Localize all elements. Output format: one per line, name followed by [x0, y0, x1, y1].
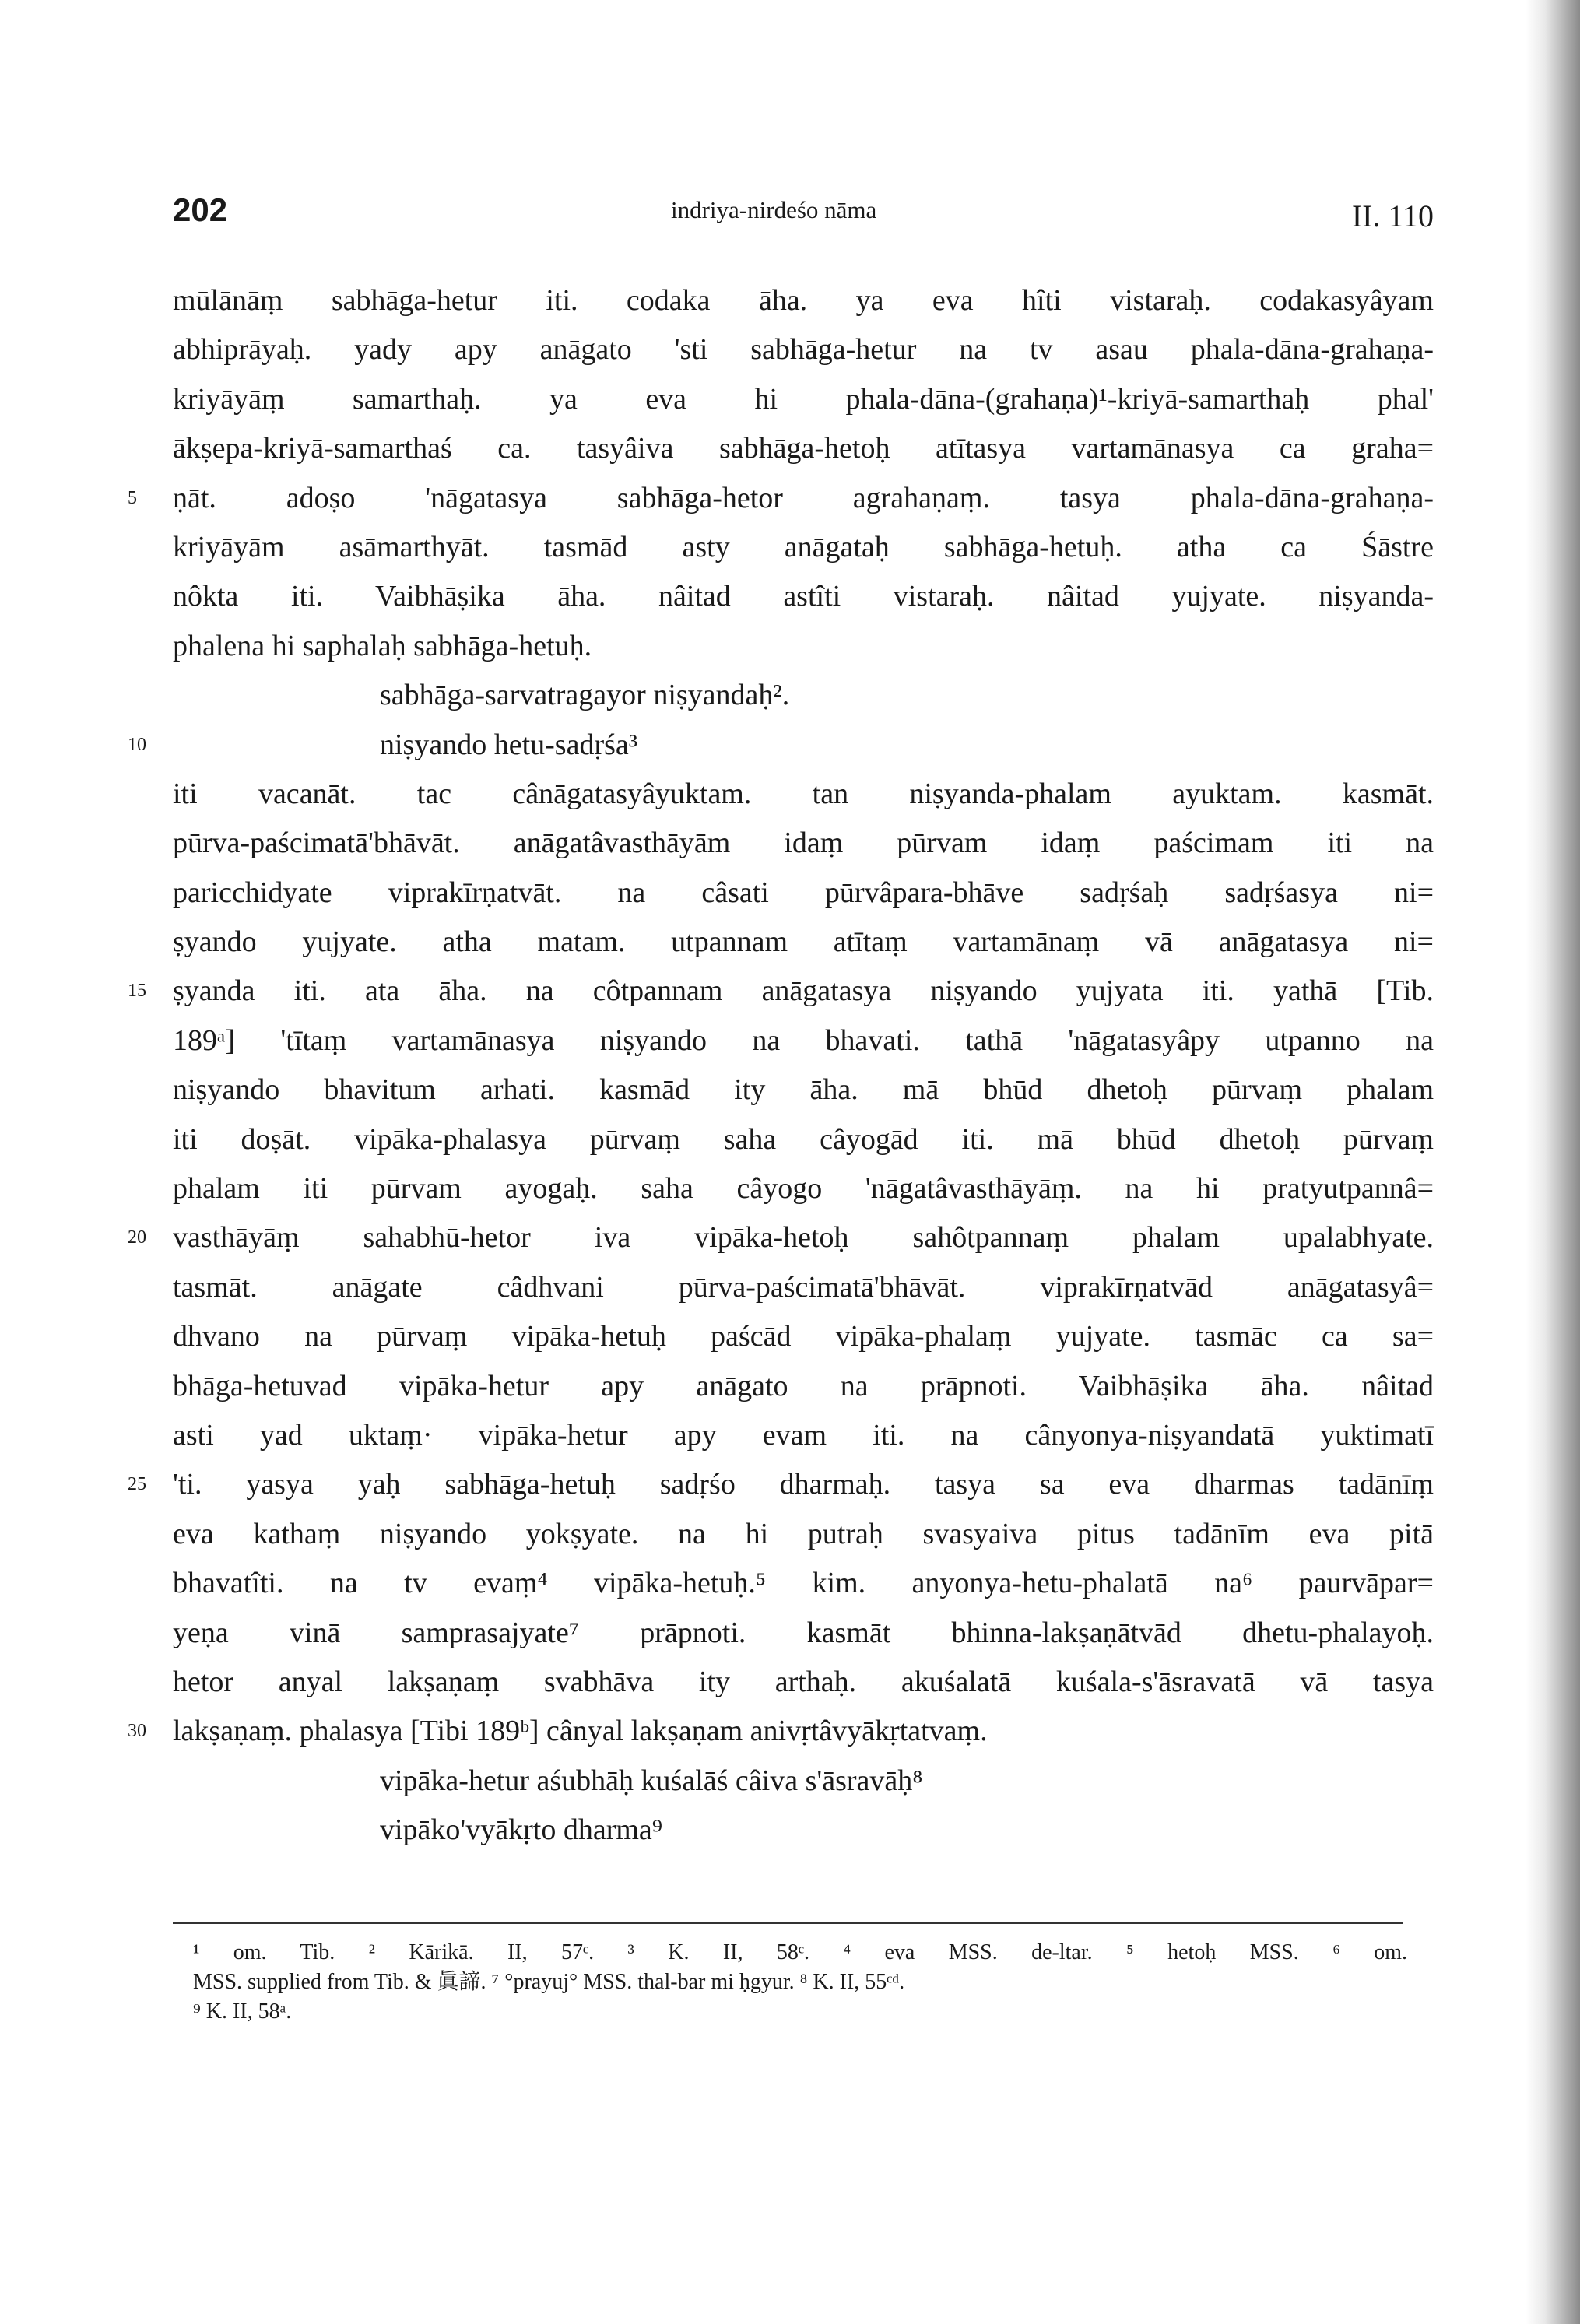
text-line — [173, 1658, 1434, 1707]
text-line — [173, 819, 1434, 868]
line-text: bhavatîti. na tv evaṃ⁴ vipāka-hetuḥ.⁵ kim. anyonya-hetu-phalatā na⁶ paurvāpar= — [173, 1567, 1434, 1600]
line-text: ākṣepa-kriyā-samarthaś ca. tasyâiva sabhāga-hetoḥ atītasya vartamānasya ca graha= — [173, 432, 1434, 465]
page-header — [173, 191, 1434, 238]
line-text: yeṇa vinā samprasajyate⁷ prāpnoti. kasmāt bhinna-lakṣaṇātvād dhetu-phalayoḥ. — [173, 1616, 1434, 1649]
line-text: ṇāt. adoṣo 'nāgatasya sabhāga-hetor agrahaṇaṃ. tasya phala-dāna-grahaṇa- — [173, 481, 1434, 514]
text-line — [173, 622, 1434, 671]
footnote-line — [193, 1997, 1407, 2027]
text-line — [128, 1707, 1434, 1756]
running-title: indriya-nirdeśo nāma — [671, 196, 877, 223]
text-line — [173, 869, 1434, 918]
text-line — [173, 1065, 1434, 1115]
text-line — [173, 375, 1434, 424]
line-text: vipāko'vyākṛto dharma⁹ — [380, 1813, 663, 1847]
text-line — [173, 1510, 1434, 1559]
line-text: iti doṣāt. vipāka-phalasya pūrvaṃ saha câyogād iti. mā bhūd dhetoḥ pūrvaṃ — [173, 1122, 1434, 1156]
line-text: sabhāga-sarvatragayor niṣyandaḥ². — [380, 679, 790, 712]
line-text: paricchidyate viprakīrṇatvāt. na câsati pūrvâpara-bhāve sadṛśaḥ sadṛśasya ni= — [173, 876, 1434, 909]
text-line — [173, 424, 1434, 473]
text-line — [173, 1164, 1434, 1213]
line-text: niṣyando hetu-sadṛśa³ — [380, 728, 638, 761]
line-text: hetor anyal lakṣaṇaṃ svabhāva ity arthaḥ. akuśalatā kuśala-s'āsravatā vā tasya — [173, 1665, 1434, 1698]
line-text: abhiprāyaḥ. yady apy anāgato 'sti sabhāga-hetur na tv asau phala-dāna-grahaṇa- — [173, 333, 1434, 367]
line-text: vasthāyāṃ sahabhū-hetor iva vipāka-hetoḥ sahôtpannaṃ phalam upalabhyate. — [173, 1221, 1434, 1255]
line-text: 'ti. yasya yaḥ sabhāga-hetuḥ sadṛśo dharmaḥ. tasya sa eva dharmas tadānīṃ — [173, 1468, 1434, 1501]
line-text: phalena hi saphalaḥ sabhāga-hetuḥ. — [173, 629, 592, 662]
text-line — [173, 1362, 1434, 1411]
line-number: 15 — [128, 981, 146, 1002]
verse-line — [128, 721, 1434, 770]
line-text: ṣyando yujyate. atha matam. utpannam atītaṃ vartamānaṃ vā anāgatasya ni= — [173, 925, 1434, 959]
line-text: eva kathaṃ niṣyando yokṣyate. na hi putraḥ svasyaiva pitus tadānīm eva pitā — [173, 1517, 1434, 1550]
footnote-text: ¹ om. Tib. ² Kārikā. II, 57ᶜ. ³ K. II, 58ᶜ. ⁴ eva MSS. de-ltar. ⁵ hetoḥ MSS. ⁶ om. — [193, 1940, 1407, 1964]
line-number: 10 — [128, 734, 146, 755]
line-number: 25 — [128, 1474, 146, 1495]
line-number: 30 — [128, 1721, 146, 1742]
text-line — [173, 1609, 1434, 1658]
footnote-rule — [173, 1922, 1403, 1924]
line-number: 5 — [128, 487, 137, 508]
body-text — [128, 276, 1434, 1855]
line-text: tasmāt. anāgate câdhvani pūrva-paścimatā'bhāvāt. viprakīrṇatvād anāgatasyâ= — [173, 1270, 1434, 1304]
footnote-line — [193, 1938, 1407, 1968]
text-line — [173, 1559, 1434, 1608]
text-line — [173, 770, 1434, 819]
text-line — [173, 1312, 1434, 1361]
text-line — [173, 325, 1434, 374]
line-text: pūrva-paścimatā'bhāvāt. anāgatâvasthāyām idaṃ pūrvam idaṃ paścimam iti na — [173, 827, 1434, 860]
footnote-text: ⁹ K. II, 58ᵃ. — [193, 1999, 292, 2024]
page-number: 202 — [173, 191, 228, 228]
line-text: phalam iti pūrvam ayogaḥ. saha câyogo 'nāgatâvasthāyāṃ. na hi pratyutpannâ= — [173, 1172, 1434, 1206]
line-text: nôkta iti. Vaibhāṣika āha. nâitad astîti vistaraḥ. nâitad yujyate. niṣyanda- — [173, 580, 1434, 613]
text-line — [173, 572, 1434, 621]
verse-line — [173, 1757, 1434, 1806]
line-text: iti vacanāt. tac cânāgatasyâyuktam. tan niṣyanda-phalam ayuktam. kasmāt. — [173, 777, 1434, 810]
text-line — [128, 474, 1434, 523]
footnote-line — [193, 1968, 1407, 1997]
text-line — [128, 1213, 1434, 1262]
line-text: lakṣaṇaṃ. phalasya [Tibi 189ᵇ] cânyal lakṣaṇam anivṛtâvyākṛtatvaṃ. — [173, 1715, 988, 1748]
line-text: kriyāyām asāmarthyāt. tasmād asty anāgataḥ sabhāga-hetuḥ. atha ca Śāstre — [173, 530, 1434, 563]
verse-line — [173, 1806, 1434, 1855]
text-line — [173, 276, 1434, 325]
line-text: kriyāyāṃ samarthaḥ. ya eva hi phala-dāna-(grahaṇa)¹-kriyā-samarthaḥ phal' — [173, 382, 1434, 416]
text-line — [128, 967, 1434, 1016]
text-line — [173, 523, 1434, 572]
page-edge-shadow — [1526, 0, 1580, 2324]
line-text: ṣyanda iti. ata āha. na côtpannam anāgatasya niṣyando yujyata iti. yathā [Tib. — [173, 974, 1434, 1008]
footnote-text: MSS. supplied from Tib. & 眞諦. ⁷ °prayuj° MSS. thal-bar mi ḥgyur. ⁸ K. II, 55ᶜᵈ. — [193, 1970, 905, 1994]
footnotes — [193, 1938, 1407, 2027]
line-text: dhvano na pūrvaṃ vipāka-hetuḥ paścād vipāka-phalaṃ yujyate. tasmāc ca sa= — [173, 1320, 1434, 1353]
line-text: niṣyando bhavitum arhati. kasmād ity āha. mā bhūd dhetoḥ pūrvaṃ phalam — [173, 1073, 1434, 1107]
text-line — [173, 1016, 1434, 1065]
line-text: asti yad uktaṃ· vipāka-hetur apy evam iti. na cânyonya-niṣyandatā yuktimatī — [173, 1418, 1434, 1452]
line-text: 189ᵃ] 'tītaṃ vartamānasya niṣyando na bhavati. tathā 'nāgatasyâpy utpanno na — [173, 1023, 1434, 1057]
line-text: vipāka-hetur aśubhāḥ kuśalāś câiva s'āsravāḥ⁸ — [380, 1764, 923, 1797]
verse-line — [173, 671, 1434, 720]
text-line — [173, 1411, 1434, 1460]
line-number: 20 — [128, 1227, 146, 1248]
text-line — [173, 1115, 1434, 1164]
section-reference: II. 110 — [1351, 198, 1434, 233]
text-line — [173, 918, 1434, 967]
line-text: bhāga-hetuvad vipāka-hetur apy anāgato na prāpnoti. Vaibhāṣika āha. nâitad — [173, 1369, 1434, 1402]
text-line — [173, 1263, 1434, 1312]
line-text: mūlānāṃ sabhāga-hetur iti. codaka āha. ya eva hîti vistaraḥ. codakasyâyam — [173, 284, 1434, 317]
text-line — [128, 1460, 1434, 1509]
